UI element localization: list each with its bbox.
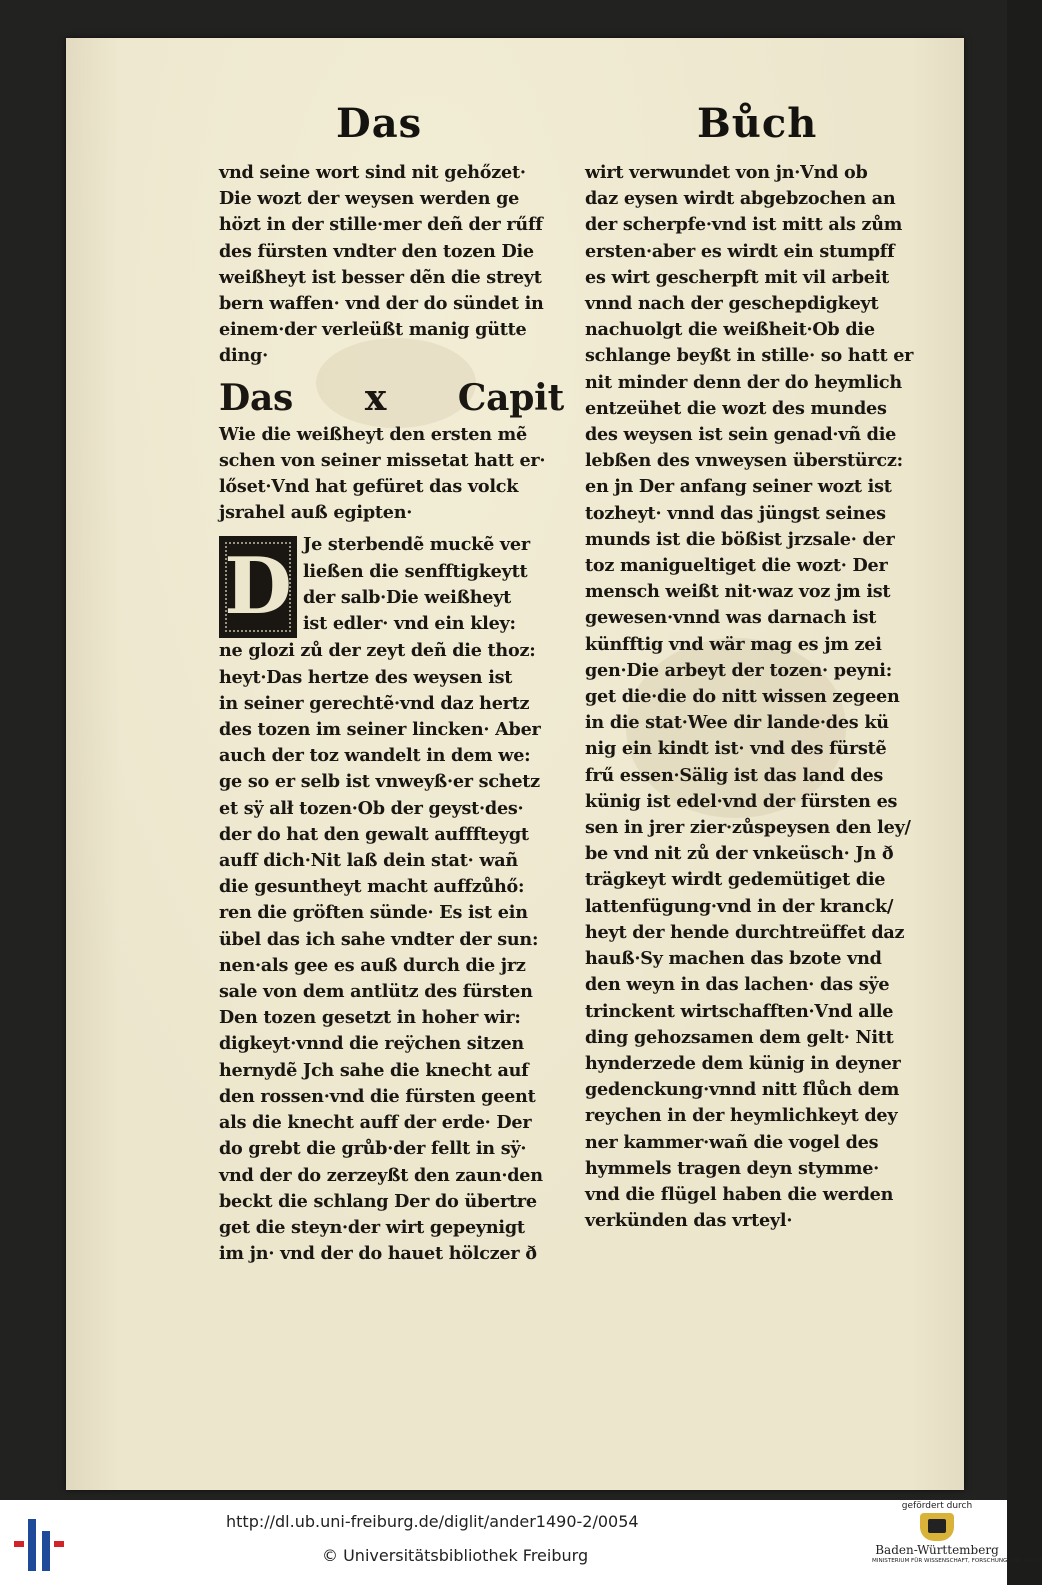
chapter-summary	[219, 422, 564, 527]
text-line: ren die gröften sünde· Es ist ein	[219, 902, 528, 924]
permalink-url[interactable]: http://dl.ub.uni-freiburg.de/diglit/ander1490-2/0054	[226, 1512, 639, 1531]
text-line: in seiner gerechtẽ·vnd daz hertz	[219, 692, 530, 714]
text-line: get die·die do nitt wissen zegeen	[585, 686, 900, 708]
text-line: die gesuntheyt macht auffzůhő:	[219, 876, 525, 898]
text-line: ersten·aber es wirdt ein stumpff	[585, 240, 895, 262]
text-line: trägkeyt wirdt gedemütiget die	[585, 869, 886, 891]
text-line: schen von seiner missetat hatt er·	[219, 449, 546, 471]
text-line: im jn· vnd der do hauet hölczer ð	[219, 1243, 537, 1265]
ministry-name: MINISTERIUM FÜR WISSENSCHAFT, FORSCHUNG UND KUNST	[872, 1558, 1042, 1564]
text-line: verkünden das vrteyl·	[585, 1210, 793, 1232]
text-line: trinckent wirtschafften·Vnd alle	[585, 1000, 894, 1022]
text-line: in die stat·Wee dir lande·des kü	[585, 712, 889, 734]
text-line: beckt die schlang Der do übertre	[219, 1190, 537, 1212]
text-line: gedenckung·vnnd nitt flůch dem	[585, 1079, 900, 1101]
text-line: digkeyt·vnnd die reÿchen sitzen	[219, 1033, 524, 1055]
text-line: toz manigueltiget die wozt· Der	[585, 555, 888, 577]
text-line: der salb·Die weißheyt	[303, 586, 512, 608]
text-line: sen in jrer zier·zůspeysen den ley/	[585, 817, 911, 839]
chapter-word-das: Das	[219, 376, 294, 419]
text-line: vnd seine wort sind nit gehőzet·	[219, 162, 526, 183]
chapter-heading	[219, 376, 564, 420]
text-line: heyt·Das hertze des weysen ist	[219, 666, 513, 688]
text-line: ding·	[219, 345, 268, 367]
text-line: des tozen im seiner lincken· Aber	[219, 719, 541, 741]
text-line: des fürsten vndter den tozen Die	[219, 240, 534, 262]
text-line: künfftig vnd wär mag es jm zei	[585, 633, 882, 655]
text-line: es wirt gescherpft mit vil arbeit	[585, 266, 890, 288]
text-line: hernydẽ Jch sahe die knecht auf	[219, 1059, 529, 1081]
text-line: Je sterbendẽ muckẽ ver	[303, 534, 530, 556]
text-line: hauß·Sy machen das bzote vnd	[585, 948, 882, 970]
text-line: frű essen·Sälig ist das land des	[585, 764, 884, 786]
text-line: hymmels tragen deyn stymme·	[585, 1157, 880, 1179]
chapter-numeral: x	[364, 376, 387, 419]
text-line: heyt der hende durchtreüffet daz	[585, 921, 905, 943]
text-line: lattenfügung·vnd in der kranck/	[585, 895, 894, 917]
funder-name: Baden-Württemberg	[875, 1543, 999, 1557]
text-line: ner kammer·wañ die vogel des	[585, 1131, 879, 1153]
text-line: munds ist die bößist jrzsale· der	[585, 528, 895, 550]
text-line: ist edler· vnd ein kley:	[303, 613, 516, 635]
text-line: hynderzede dem künig in deyner	[585, 1052, 901, 1074]
running-head-left: Das	[336, 100, 423, 147]
running-head-right: Bůch	[697, 100, 818, 147]
text-line: mensch weißt nit·waz voz jm ist	[585, 581, 891, 603]
left-column-top-text	[219, 160, 564, 370]
text-line: nit minder denn der do heymlich	[585, 371, 902, 393]
text-line: gen·Die arbeyt der tozen· peyni:	[585, 659, 892, 681]
text-line: vnd der do zerzeyßt den zaun·den	[219, 1164, 543, 1186]
text-line: bern waffen· vnd der do sündet in	[219, 293, 544, 315]
text-line: der scherpfe·vnd ist mitt als zům	[585, 214, 903, 236]
text-line: künig ist edel·vnd der fürsten es	[585, 790, 898, 812]
left-column	[219, 160, 564, 1267]
text-line: tozheyt· vnnd das jüngst seines	[585, 502, 886, 524]
baden-wuerttemberg-crest-icon	[920, 1513, 954, 1541]
funding-notice	[872, 1500, 1042, 1564]
text-line: der do hat den gewalt aufffteygt	[219, 823, 529, 845]
text-line: ding gehozsamen dem gelt· Nitt	[585, 1026, 894, 1048]
text-line: den weyn in das lachen· das sÿe	[585, 974, 890, 996]
text-line: einem·der verleüßt manig gütte	[219, 319, 527, 341]
text-line: en jn Der anfang seiner wozt ist	[585, 476, 892, 498]
text-line: do grebt die grůb·der fellt in sÿ·	[219, 1138, 527, 1160]
text-line: als die knecht auff der erde· Der	[219, 1112, 532, 1134]
funded-by-label: gefördert durch	[901, 1501, 973, 1511]
text-line: entzeühet die wozt des mundes	[585, 397, 887, 419]
decorated-initial: D	[219, 536, 297, 638]
text-line: lebßen des vnweysen überstürcz:	[585, 450, 903, 472]
right-column	[585, 160, 930, 1234]
text-line: nachuolgt die weißheit·Ob die	[585, 319, 875, 341]
text-line: ließen die senfftigkeytt	[303, 560, 528, 582]
text-line: gewesen·vnnd was darnach ist	[585, 607, 877, 629]
text-line: wirt verwundet von jn·Vnd ob	[585, 162, 868, 183]
text-line: auch der toz wandelt in dem we:	[219, 745, 531, 767]
text-line: be vnd nit zů der vnkeüsch· Jn ð	[585, 843, 894, 865]
copyright-notice: © Universitätsbibliothek Freiburg	[322, 1546, 589, 1565]
text-line: Wie die weißheyt den ersten mẽ	[219, 423, 527, 445]
text-line: weißheyt ist besser dẽn die streyt	[219, 266, 542, 288]
text-line: vnnd nach der geschepdigkeyt	[585, 293, 879, 315]
text-line: nen·als gee es auß durch die jrz	[219, 954, 526, 976]
text-line: nig ein kindt ist· vnd des fürstẽ	[585, 738, 887, 760]
left-column-bottom-text	[219, 638, 564, 1267]
text-line: ge so er selb ist vnweyß·er schetz	[219, 771, 540, 793]
text-line: sale von dem antlütz des fürsten	[219, 981, 533, 1003]
text-line: jsrahel auß egipten·	[219, 502, 413, 524]
text-line: ne glozi zů der zeyt deñ die thoz:	[219, 640, 536, 662]
text-line: Die wozt der weysen werden ge	[219, 188, 520, 210]
text-line: reychen in der heymlichkeyt dey	[585, 1105, 898, 1127]
chapter-word-capit: Capit	[457, 376, 564, 419]
text-line: get die steyn·der wirt gepeynigt	[219, 1216, 525, 1238]
text-line: Den tozen gesetzt in hoher wir:	[219, 1007, 521, 1029]
text-line: schlange beyßt in stille· so hatt er	[585, 345, 914, 367]
text-line: hözt in der stille·mer deñ der rűff	[219, 214, 543, 236]
text-line: et sÿ alł tozen·Ob der geyst·des·	[219, 797, 524, 819]
text-line: übel das ich sahe vndter der sun:	[219, 928, 539, 950]
initial-block	[219, 532, 564, 637]
text-line: auff dich·Nit laß dein stat· wañ	[219, 850, 518, 872]
text-line: vnd die flügel haben die werden	[585, 1183, 894, 1205]
text-line: lőset·Vnd hat gefüret das volck	[219, 476, 519, 498]
ub-freiburg-logo-icon[interactable]	[14, 1515, 64, 1575]
text-line: des weysen ist sein genad·vñ die	[585, 424, 897, 446]
text-line: daz eysen wirdt abgebzochen an	[585, 188, 896, 210]
right-column-text	[585, 160, 930, 1234]
text-line: den rossen·vnd die fürsten geent	[219, 1085, 536, 1107]
